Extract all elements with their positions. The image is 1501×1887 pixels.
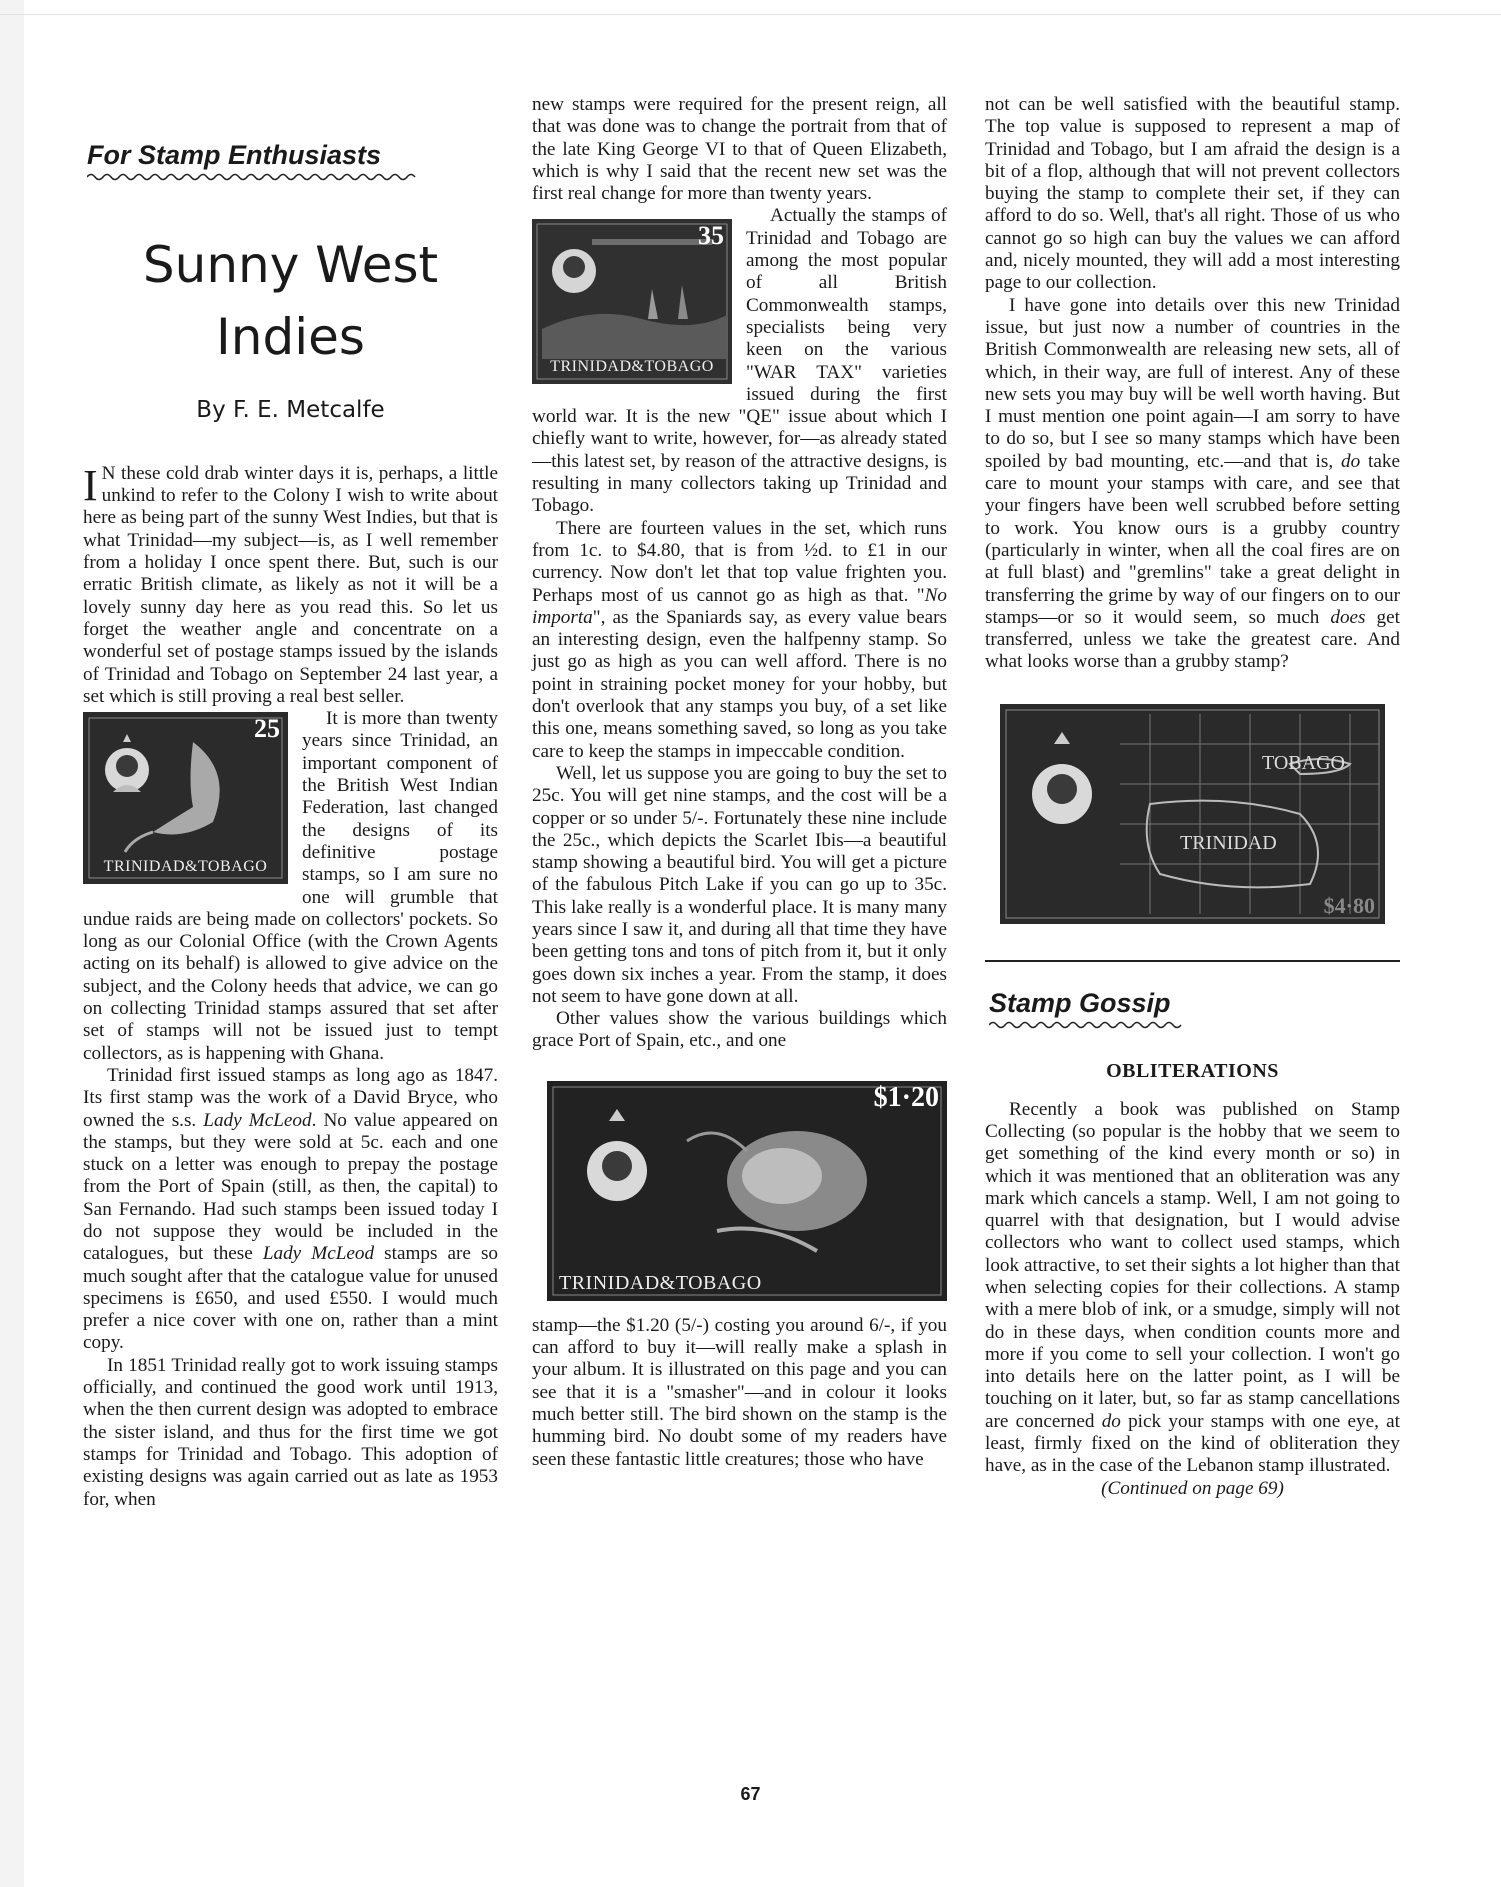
column-1 <box>83 94 498 1511</box>
stamp-value: 35 <box>698 221 724 251</box>
paragraph: Recently a book was published on Stamp Collecting (so popular is the hobby that we seem to get something of the kind every month or so) in which it was mentioned that an obliteration was any mark which cancels a stamp. Well, I am not going to quarrel with that designation, but I would advise collectors who want to collect used stamps, which look attractive, to set their sights a lot higher than that when selecting copies for their collections. A stamp with a mere blob of ink, or a smudge, simply will not do in these days, when condition counts more and more if you come to sell your collection. I won't go into details here on the latter point, as I will be touching on it later, but, so far as stamp cancellations are concerned do pick your stamps with one eye, at least, firmly fixed on the kind of obliteration they have, as in the case of the Lebanon stamp illustrated. <box>985 1098 1400 1477</box>
paragraph: new stamps were required for the present reign, all that was done was to change the portrait from that of the late King George VI to that of Queen Elizabeth, which is why I said that the recent new set was the first real change for more than twenty years. <box>532 94 947 205</box>
paragraph: Trinidad first issued stamps as long ago as 1847. Its first stamp was the work of a David Bryce, who owned the s.s. Lady McLeod. No value appeared on the stamps, but they were sold at 5c. each and one stuck on a letter was enough to prepay the postage from the Port of Spain (still, as then, the capital) to San Fernando. Had such stamps been issued today I do not suppose they would be included in the catalogues, but these Lady McLeod stamps are so much sought after that the catalogue value for unused specimens is £650, and used £550. I would much prefer a nice cover with one on, rather than a mint copy. <box>83 1064 499 1354</box>
column-2 <box>532 94 947 1471</box>
stamp-pitch-lake <box>532 219 732 384</box>
stamp-map <box>1000 704 1385 924</box>
gossip-heading: Stamp Gossip <box>989 987 1171 1018</box>
paragraph: Actually the stamps of Trinidad and Tobago are among the most popular of all British Commonwealth stamps, specialists being very keen on the various "WAR TAX" varieties issued during the first world war. It is the new "QE" issue about which I chiefly want to write, however, for—as already stated—this latest set, by reason of the attractive designs, is resulting in many collectors taking up Trinidad and Tobago. <box>532 205 947 517</box>
wavy-underline <box>87 172 417 182</box>
stamp-country: TRINIDAD&TOBAGO <box>550 358 714 376</box>
stamp-country: TRINIDAD&TOBAGO <box>103 857 268 875</box>
section-divider <box>985 960 1400 962</box>
paragraph: not can be well satisfied with the beautiful stamp. The top value is supposed to represent a map of Trinidad and Tobago, but I am afraid the design is a bit of a flop, although that will not prevent collectors buying the stamp to complete their set, if they can afford to do so. Well, that's all right. Those of us who cannot go so high can buy the values we can afford and, nicely mounted, they will add a most interesting page to our collection. <box>985 94 1400 294</box>
paragraph <box>83 460 498 708</box>
paragraph: I have gone into details over this new Trinidad issue, but just now a number of countries in the British Commonwealth are releasing new sets, all of which, in their way, are full of interest. Any of these new sets you may buy will be well worth having. But I must mention one point again—I am sorry to have to do so, but I see so many stamps which have been spoiled by bad mounting, etc.—and that is, do take care to mount your stamps with care, and see that your fingers have been well scrubbed before setting to work. You know ours is a grubby country (particularly in winter, when all the coal fires are on at full blast) and "gremlins" take a great delight in transferring the grime by way of our fingers on to our stamps—or so it would seem, so much does get transferred, unless we take the greatest care. And what looks worse than a grubby stamp? <box>985 294 1400 673</box>
column-3 <box>985 94 1400 1500</box>
byline: By F. E. Metcalfe <box>196 396 385 423</box>
paragraph-text: N these cold drab winter days it is, perhaps, a little unkind to refer to the Colony I wish to write about here as being part of the sunny West Indies, but that is what Trinidad—my subject—is, as I well remember from a holiday I once spent there. But, such is our erratic British climate, as likely as not it will be a lovely sunny day here as you read this. So let us forget the weather angle and concentrate on a wonderful set of postage stamps issued by the islands of Trinidad and Tobago on September 24 last year, a set which is still proving a real best seller. <box>83 462 498 707</box>
page-edge <box>0 0 24 1887</box>
section-heading: For Stamp Enthusiasts <box>87 140 382 170</box>
top-rule <box>0 14 1501 15</box>
map-label-tobago: TOBAGO <box>1262 751 1345 774</box>
humming-bird-illustration <box>547 1081 947 1301</box>
stamp-country: TRINIDAD&TOBAGO <box>559 1272 762 1295</box>
paragraph: stamp—the $1.20 (5/-) costing you around 6/-, if you can afford to buy it—will really make a splash in your album. It is illustrated on this page and you can see that it is a "smasher"—and in colour it looks much better still. The bird shown on the stamp is the humming bird. No doubt some of my readers have seen these fantastic little creatures; those who have <box>532 1314 947 1470</box>
stamp-humming-bird <box>547 1081 947 1301</box>
paragraph: Other values show the various buildings which grace Port of Spain, etc., and one <box>532 1008 947 1052</box>
drop-cap: I <box>83 460 98 510</box>
page-number: 67 <box>740 1784 761 1804</box>
stamp-value: 25 <box>254 714 280 744</box>
wavy-underline <box>989 1020 1189 1030</box>
paragraph: There are fourteen values in the set, which runs from 1c. to $4.80, that is from ½d. to £1 in our currency. Now don't let that top value frighten you. Perhaps most of us cannot go as high as that. "No importa", as the Spaniards say, as every value bears an interesting design, even the halfpenny stamp. So just go as high as you can well afford. There is no point in straining pocket money for your hobby, but don't overlook that any stamps you buy, of a set like this one, means something saved, so long as you take care to keep the stamps in impeccable condition. <box>532 517 947 762</box>
gossip-subheading: OBLITERATIONS <box>1106 1060 1279 1083</box>
map-label-trinidad: TRINIDAD <box>1180 831 1277 854</box>
map-illustration <box>1000 704 1385 924</box>
paragraph: In 1851 Trinidad really got to work issuing stamps officially, and continued the good work until 1913, when the then current design was adopted to embrace the sister island, and thus for the first time we got stamps for Trinidad and Tobago. This adoption of existing designs was again carried out as late as 1953 for, when <box>83 1354 498 1510</box>
article-title: Sunny West Indies <box>142 235 439 366</box>
stamp-scarlet-ibis <box>83 712 288 884</box>
stamp-value: $4·80 <box>1323 893 1375 919</box>
paragraph: Well, let us suppose you are going to buy the set to 25c. You will get nine stamps, and the cost will be a copper or so under 5/-. Fortunately these nine include the 25c., which depicts the Scarlet Ibis—a beautiful stamp showing a beautiful bird. You will get a picture of the fabulous Pitch Lake if you can go up to 35c. This lake really is a wonderful place. It is many many years since I saw it, and during all that time they have been getting tons and tons of pitch from it, but it only goes down six inches a year. From the stamp, it does not seem to have gone down at all. <box>532 762 947 1007</box>
continued-note: (Continued on page 69) <box>1101 1477 1284 1499</box>
paragraph: It is more than twenty years since Trinidad, an important component of the British West Indian Federation, last changed the designs of its definitive postage stamps, so I am sure no one will grumble that undue raids are being made on collectors' pockets. So long as our Colonial Office (with the Crown Agents acting on its behalf) is allowed to give advice on the subject, and the Colony heeds that advice, we can go on collecting Trinidad stamps assured that set after set of stamps will not be issued just to tempt collectors, as is happening with Ghana. <box>83 708 498 1064</box>
stamp-value: $1·20 <box>873 1081 939 1113</box>
